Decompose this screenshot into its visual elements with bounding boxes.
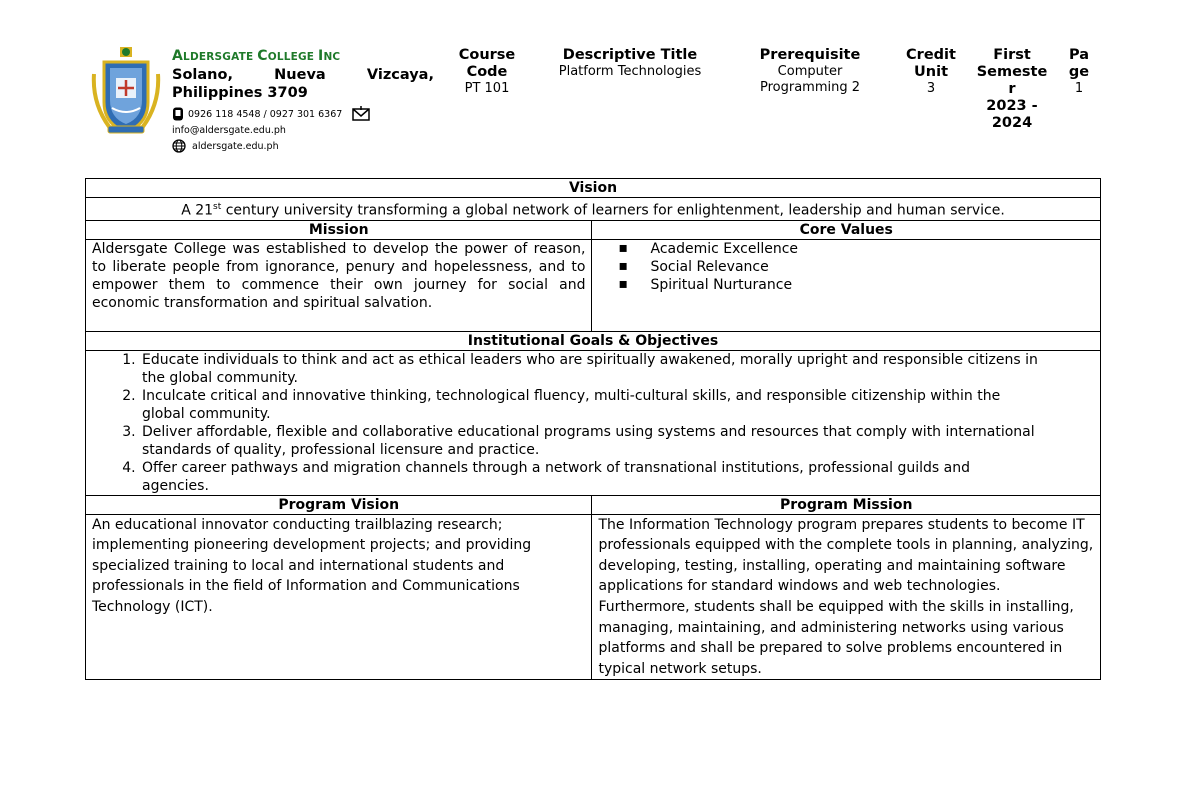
vision-text: A 21st century university transforming a global network of learners for enlightenment, leadership and human service. (86, 198, 1101, 221)
goal-item: 4. Offer career pathways and migration channels through a network of transnational institutions, professional guilds and agencies. (140, 459, 1040, 495)
goal-item: 2. Inculcate critical and innovative thinking, technological fluency, multi-cultural skills, and responsible citizenship within the global community. (140, 387, 1040, 423)
goal-item: 3. Deliver affordable, flexible and collaborative educational programs using systems and resources that comply with international standards of quality, professional licensure and practice. (140, 423, 1040, 459)
program-vision-heading: Program Vision (86, 495, 592, 514)
core-value-item: ▪ Spiritual Nurturance (618, 276, 1094, 294)
mail-icon (352, 106, 370, 122)
mission-heading: Mission (86, 220, 592, 239)
globe-icon (172, 139, 186, 153)
contact-phone: 0926 118 4548 / 0927 301 6367 (172, 106, 434, 122)
goals-heading: Institutional Goals & Objectives (86, 331, 1101, 350)
contact-email: info@aldersgate.edu.ph (172, 125, 286, 136)
program-mission-text: The Information Technology program prepares students to become IT professionals equipped with the complete tools in planning, analyzing, developing, testing, installing, operating and maintaining software applications for standard windows and web technologies. Furthermore, students shall be equipped with the skills in installing, managing, maintaining, and administering networks using various platforms and shall be prepared to solve problems encountered in typical network setups. (592, 514, 1101, 680)
phone-icon (172, 107, 184, 121)
prerequisite-block: Prerequisite Computer Programming 2 (759, 47, 861, 95)
goal-item: 1. Educate individuals to think and act as ethical leaders who are spiritually awakened, morally upright and responsible citizens in the global community. (140, 351, 1040, 387)
contact-website: aldersgate.edu.ph (172, 139, 434, 153)
program-mission-heading: Program Mission (592, 495, 1101, 514)
semester-block: First Semeste r 2023 - 2024 (976, 47, 1048, 131)
descriptive-title: Platform Technologies (558, 64, 702, 79)
college-address: Solano, Nueva Vizcaya, (172, 67, 434, 83)
page-block: Pa ge 1 (1062, 47, 1096, 97)
vision-heading: Vision (86, 179, 1101, 198)
core-values-cell (592, 239, 1101, 331)
course-code-block: Course Code PT 101 (450, 47, 524, 97)
college-name: ALDERSGATE COLLEGE INC (172, 48, 341, 64)
core-value-item: ▪ Social Relevance (618, 258, 1094, 276)
core-value-item: ▪ Academic Excellence (618, 240, 1094, 258)
college-logo (90, 44, 162, 136)
descriptive-title-block: Descriptive Title Platform Technologies (540, 47, 720, 80)
mission-text: Aldersgate College was established to develop the power of reason, to liberate people from ignorance, penury and hopelessness, and to empower them to commence their own journey for social and economic transformation and spiritual salvation. (86, 239, 592, 331)
college-info (172, 47, 434, 153)
page-number: 1 (1074, 81, 1084, 96)
goals-cell (86, 350, 1101, 495)
core-values-heading: Core Values (592, 220, 1101, 239)
college-address-line2: Philippines 3709 (172, 85, 308, 101)
syllabus-table (85, 178, 1101, 680)
program-vision-text: An educational innovator conducting trailblazing research; implementing pioneering development projects; and providing specialized training to local and international students and professionals in the field of Information and Communications Technology (ICT). (86, 514, 592, 680)
course-code: PT 101 (464, 81, 510, 96)
credit-unit: 3 (926, 81, 936, 96)
credit-unit-block: Credit Unit 3 (898, 47, 964, 97)
